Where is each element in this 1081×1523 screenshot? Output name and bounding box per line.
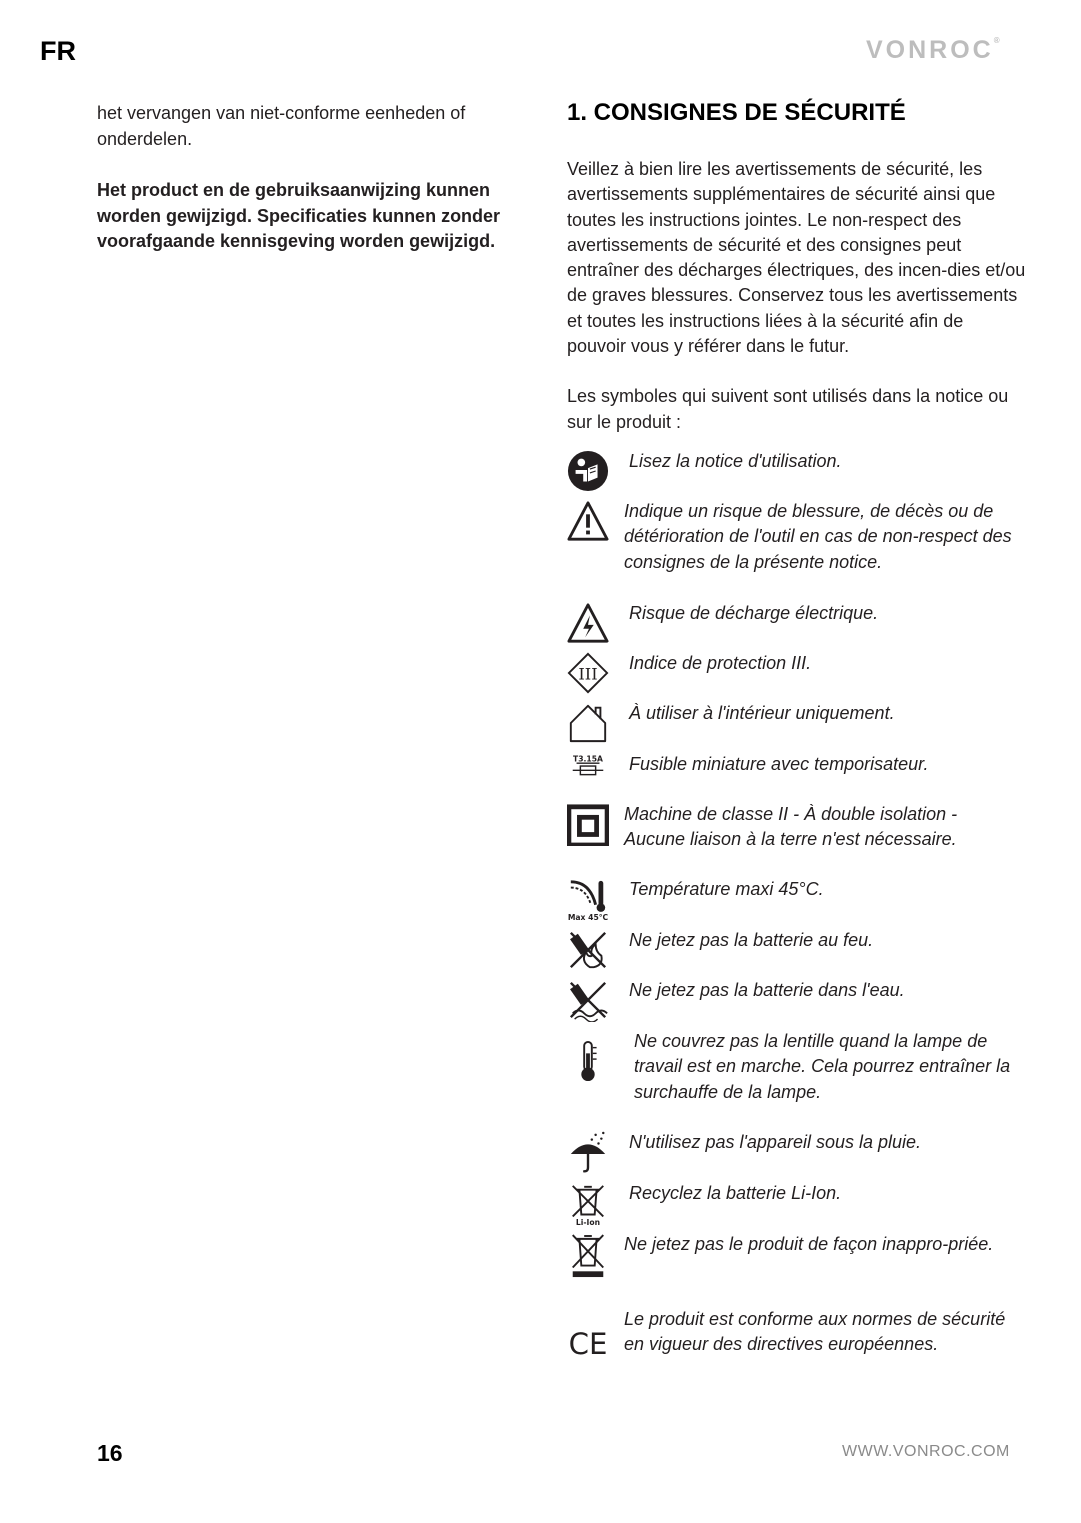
- max-temperature-icon: [567, 877, 609, 923]
- weee-bin-icon: [567, 1232, 609, 1278]
- protection-class-iii-icon: [567, 651, 609, 697]
- no-battery-fire-icon: [567, 928, 609, 974]
- electric-shock-icon: [567, 601, 609, 647]
- safety-intro-paragraph: Veillez à bien lire les avertissements de sécurité, les avertissements supplémentaires de sécurité ainsi que toutes les instructions jointes. Le non-respect des avertissements de sécurité et des consignes peut entraîner des décharges électriques, des incen-dies et/ou de graves blessures. Conservez tous les avertissements et toutes les instructions liées à la sécurité afin de pouvoir vous y référer dans le futur.: [567, 159, 1026, 357]
- symbol-text: Machine de classe II - À double isolation - Aucune liaison à la terre n'est nécessaire.: [624, 804, 958, 850]
- thermometer-icon: [567, 1039, 609, 1085]
- symbol-text: Le produit est conforme aux normes de sécurité en vigueur des directives européennes.: [624, 1309, 1006, 1355]
- page-number: 16: [97, 1440, 123, 1466]
- symbol-text: Fusible miniature avec temporisateur.: [629, 754, 929, 774]
- brand-name: VONROC: [866, 36, 994, 64]
- read-manual-icon: [567, 449, 609, 495]
- left-paragraph-continued: het vervangen van niet-conforme eenheden of onderdelen.: [97, 103, 466, 149]
- brand-logo: VONROC®: [866, 36, 1000, 64]
- symbol-text: Ne couvrez pas la lentille quand la lampe de travail est en marche. Cela pourrez entraîner la surchauffe de la lampe.: [634, 1031, 1011, 1102]
- symbol-text: À utiliser à l'intérieur uniquement.: [629, 703, 895, 723]
- symbols-intro-paragraph: Les symboles qui suivent sont utilisés dans la notice ou sur le produit :: [567, 386, 1009, 432]
- footer-url: WWW.VONROC.COM: [842, 1443, 1010, 1460]
- fuse-icon: [567, 752, 609, 798]
- double-insulation-icon: [567, 802, 609, 848]
- li-ion-label: Li-Ion: [575, 1218, 601, 1227]
- symbol-text: Ne jetez pas la batterie dans l'eau.: [629, 980, 905, 1000]
- left-paragraph-disclaimer: Het product en de gebruiksaanwijzing kunnen worden gewijzigd. Specificaties kunnen zonder voorafgaande kennisgeving worden gewijzigd.: [97, 180, 501, 251]
- symbol-text: Lisez la notice d'utilisation.: [629, 451, 842, 471]
- symbol-text: Recyclez la batterie Li-Ion.: [629, 1183, 842, 1203]
- fuse-rating-label: T3.15A: [573, 754, 603, 764]
- no-rain-icon: [567, 1130, 609, 1176]
- symbol-text: Température maxi 45°C.: [629, 879, 824, 899]
- right-column: [567, 97, 1027, 1359]
- symbol-text: N'utilisez pas l'appareil sous la pluie.: [629, 1132, 922, 1152]
- no-battery-water-icon: [567, 978, 609, 1024]
- symbol-text: Indique un risque de blessure, de décès ou de détérioration de l'outil en cas de non-respect des consignes de la présente notice.: [624, 501, 1012, 572]
- language-code: FR: [40, 36, 76, 66]
- recycle-li-ion-icon: [567, 1181, 609, 1227]
- class-iii-label: III: [578, 664, 598, 684]
- ce-mark-icon: [567, 1325, 609, 1371]
- ce-label: CE: [568, 1326, 608, 1359]
- warning-triangle-icon: [567, 499, 609, 545]
- indoor-use-icon: [567, 701, 609, 747]
- symbol-text: Risque de décharge électrique.: [629, 603, 879, 623]
- symbol-text: Ne jetez pas le produit de façon inappro-priée.: [624, 1234, 994, 1254]
- symbol-text: Indice de protection III.: [629, 653, 812, 673]
- left-column: [97, 101, 527, 281]
- symbol-text: Ne jetez pas la batterie au feu.: [629, 930, 874, 950]
- section-heading: 1. CONSIGNES DE SÉCURITÉ: [567, 99, 906, 126]
- max-temp-label: Max 45°C: [567, 913, 609, 923]
